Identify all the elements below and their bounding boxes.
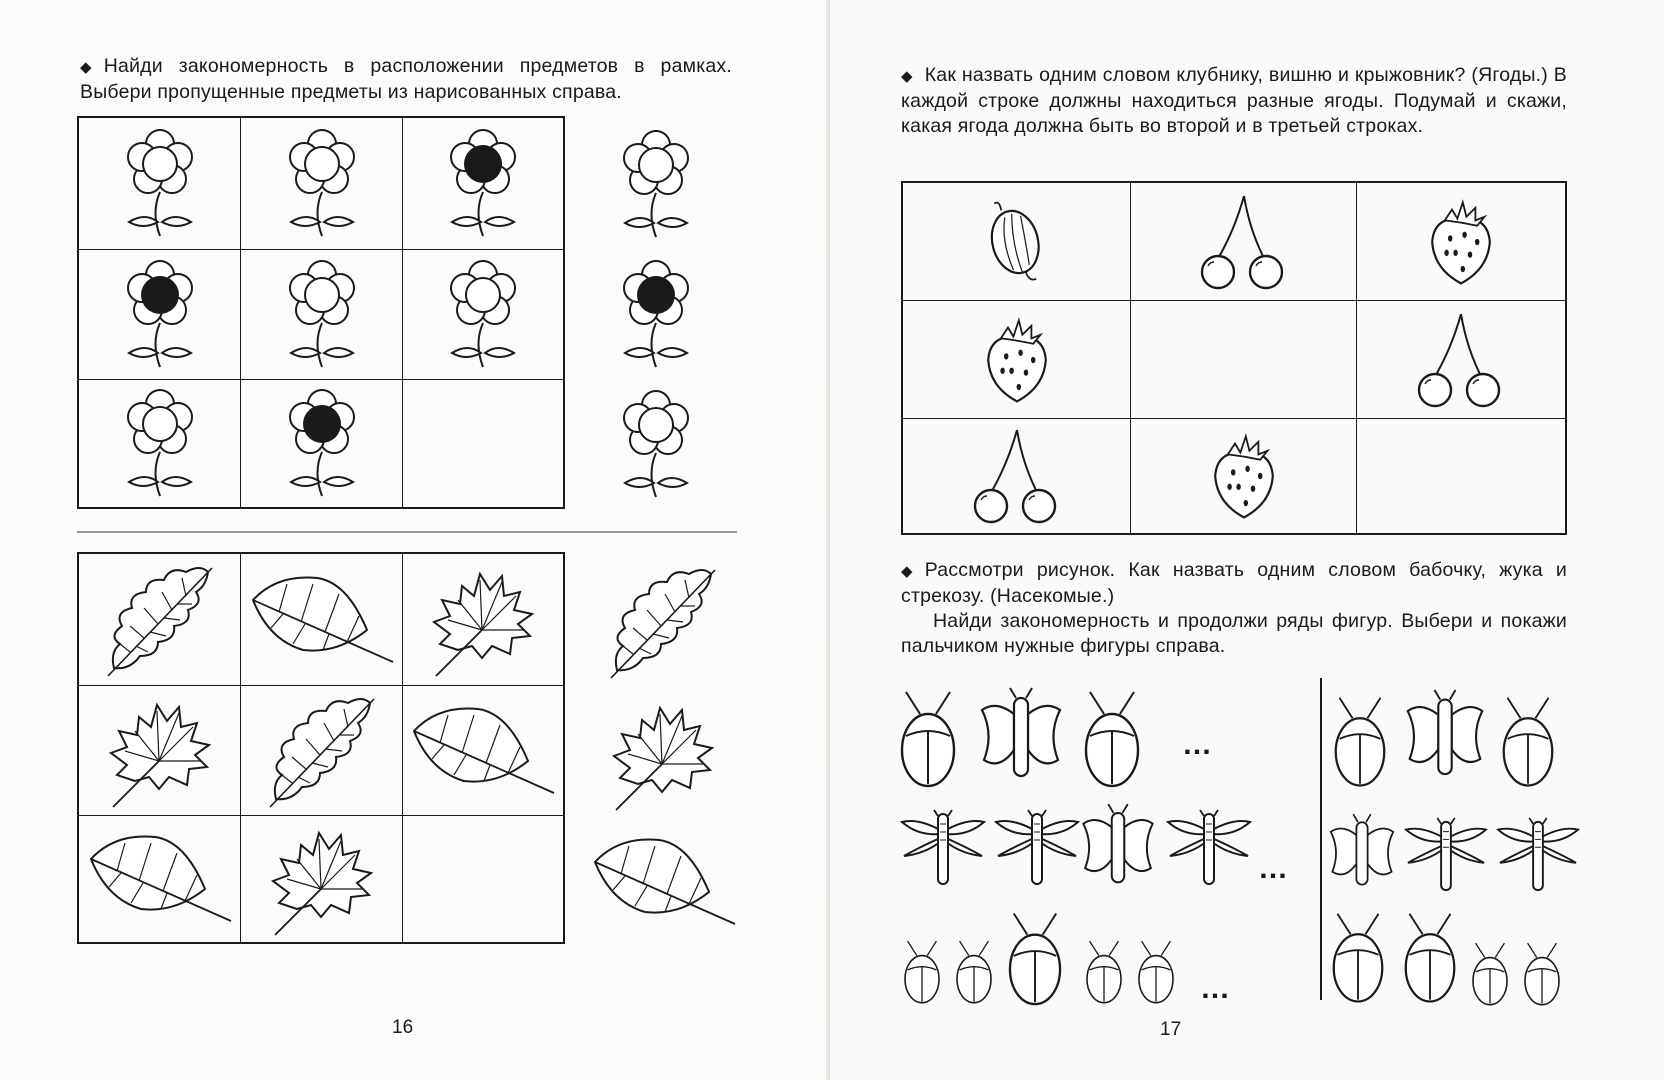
- maple-leaf-icon: [105, 691, 215, 811]
- leaf-cell-3[interactable]: [403, 554, 563, 686]
- leaf-option-3[interactable]: [586, 822, 742, 942]
- leaf-cell-1[interactable]: [79, 554, 241, 686]
- leaf-cell-5[interactable]: [241, 686, 403, 816]
- flower-dark-center-icon: [438, 124, 528, 244]
- berry-grid: [901, 181, 1567, 535]
- maple-leaf-icon: [608, 694, 718, 814]
- butterfly-icon[interactable]: [1326, 810, 1398, 892]
- strawberry-icon: [1425, 196, 1497, 288]
- berry-cell-2[interactable]: [1131, 183, 1357, 301]
- beetle-small-icon[interactable]: [1136, 932, 1176, 1004]
- berry-cell-4[interactable]: [903, 301, 1131, 419]
- section-divider: [77, 531, 737, 533]
- birch-leaf-icon: [247, 570, 397, 670]
- dragonfly-icon[interactable]: [898, 808, 988, 888]
- beetle-icon[interactable]: [1006, 900, 1064, 1006]
- flower-icon: [115, 384, 205, 504]
- flower-cell-empty[interactable]: [403, 380, 563, 507]
- oak-leaf-icon: [603, 562, 723, 682]
- beetle-small-icon[interactable]: [954, 932, 994, 1004]
- birch-leaf-icon: [85, 829, 235, 929]
- beetle-small-icon[interactable]: [1522, 934, 1562, 1006]
- beetle-small-icon[interactable]: [1084, 932, 1124, 1004]
- ellipsis-row-3: …: [1200, 972, 1233, 1005]
- berry-cell-7[interactable]: [903, 419, 1131, 533]
- beetle-icon[interactable]: [1332, 684, 1388, 788]
- leaf-cell-6[interactable]: [403, 686, 563, 816]
- flower-option-1[interactable]: [606, 124, 706, 246]
- task-flowers-instructions: [80, 54, 732, 105]
- beetle-icon[interactable]: [1500, 684, 1556, 788]
- beetle-small-icon[interactable]: [1470, 934, 1510, 1006]
- leaf-option-2[interactable]: [598, 690, 728, 818]
- ellipsis-row-1: …: [1182, 728, 1215, 761]
- bullet-diamond-icon: ◆: [901, 68, 913, 85]
- dragonfly-icon[interactable]: [1164, 808, 1254, 888]
- birch-leaf-icon: [408, 701, 558, 801]
- flower-dark-center-icon: [277, 384, 367, 504]
- task-insects-line1: Рассмотри рисунок. Как назвать одним словом бабочку, жука и стрекозу. (Насекомые.): [901, 559, 1567, 607]
- strawberry-icon: [981, 314, 1053, 406]
- oak-leaf-icon: [100, 560, 220, 680]
- task-insects-instructions: [901, 558, 1567, 659]
- berry-cell-8[interactable]: [1131, 419, 1357, 533]
- butterfly-icon[interactable]: [1078, 800, 1158, 890]
- leaf-cell-8[interactable]: [241, 816, 403, 942]
- beetle-icon[interactable]: [898, 678, 958, 788]
- dragonfly-icon[interactable]: [1402, 816, 1490, 894]
- beetle-icon[interactable]: [1082, 678, 1142, 788]
- flower-cell-5[interactable]: [241, 250, 403, 380]
- leaf-cell-2[interactable]: [241, 554, 403, 686]
- flower-cell-2[interactable]: [241, 118, 403, 250]
- flower-cell-8[interactable]: [241, 380, 403, 507]
- left-page: [0, 0, 830, 1080]
- butterfly-icon[interactable]: [976, 684, 1066, 784]
- flower-grid: [77, 116, 565, 509]
- task-flowers-text: Найди закономерность в расположении предметов в рамках. Выбери пропущенные предметы из нарисованных справа.: [80, 55, 732, 103]
- cherry-icon: [967, 426, 1067, 526]
- flower-icon: [611, 125, 701, 245]
- right-page: [830, 0, 1664, 1080]
- berry-cell-empty-1[interactable]: [1131, 301, 1357, 419]
- berry-cell-1[interactable]: [903, 183, 1131, 301]
- flower-option-3[interactable]: [606, 384, 706, 506]
- flower-icon: [611, 385, 701, 505]
- cherry-icon: [1194, 192, 1294, 292]
- flower-option-2[interactable]: [606, 254, 706, 376]
- page-number-right: 17: [1160, 1019, 1182, 1040]
- birch-leaf-icon: [589, 832, 739, 932]
- leaf-cell-4[interactable]: [79, 686, 241, 816]
- flower-cell-4[interactable]: [79, 250, 241, 380]
- maple-leaf-icon: [428, 560, 538, 680]
- task-berries-text: Как назвать одним словом клубнику, вишню и крыжовник? (Ягоды.) В каждой строке должны находиться разные ягоды. Подумай и скажи, какая ягода должна быть во второй и в третьей строках.: [901, 64, 1567, 137]
- flower-icon: [438, 255, 528, 375]
- berry-cell-6[interactable]: [1357, 301, 1565, 419]
- bullet-diamond-icon: ◆: [901, 563, 913, 580]
- leaf-cell-7[interactable]: [79, 816, 241, 942]
- cherry-icon: [1411, 310, 1511, 410]
- flower-cell-1[interactable]: [79, 118, 241, 250]
- flower-icon: [115, 124, 205, 244]
- flower-dark-center-icon: [115, 255, 205, 375]
- flower-icon: [277, 124, 367, 244]
- beetle-small-icon[interactable]: [902, 932, 942, 1004]
- berry-cell-empty-2[interactable]: [1357, 419, 1565, 533]
- flower-dark-center-icon: [611, 255, 701, 375]
- beetle-icon[interactable]: [1330, 900, 1386, 1004]
- task-insects-line2: Найди закономерность и продолжи ряды фигур. Выбери и покажи пальчиком нужные фигуры справа.: [901, 610, 1567, 657]
- maple-leaf-icon: [267, 819, 377, 939]
- gooseberry-icon: [982, 196, 1052, 288]
- flower-cell-7[interactable]: [79, 380, 241, 507]
- dragonfly-icon[interactable]: [1494, 816, 1582, 894]
- leaf-grid: [77, 552, 565, 944]
- options-separator: [1320, 678, 1322, 1000]
- strawberry-icon: [1208, 430, 1280, 522]
- leaf-cell-empty[interactable]: [403, 816, 563, 942]
- dragonfly-icon[interactable]: [992, 808, 1082, 888]
- page-number-left: 16: [392, 1017, 414, 1038]
- berry-cell-3[interactable]: [1357, 183, 1565, 301]
- flower-cell-3[interactable]: [403, 118, 563, 250]
- flower-cell-6[interactable]: [403, 250, 563, 380]
- beetle-icon[interactable]: [1402, 900, 1458, 1004]
- leaf-option-1[interactable]: [598, 558, 728, 686]
- flower-icon: [277, 255, 367, 375]
- ellipsis-row-2: …: [1258, 852, 1291, 885]
- oak-leaf-icon: [262, 691, 382, 811]
- butterfly-icon[interactable]: [1402, 684, 1488, 784]
- task-berries-instructions: [901, 63, 1567, 139]
- bullet-diamond-icon: ◆: [80, 59, 92, 76]
